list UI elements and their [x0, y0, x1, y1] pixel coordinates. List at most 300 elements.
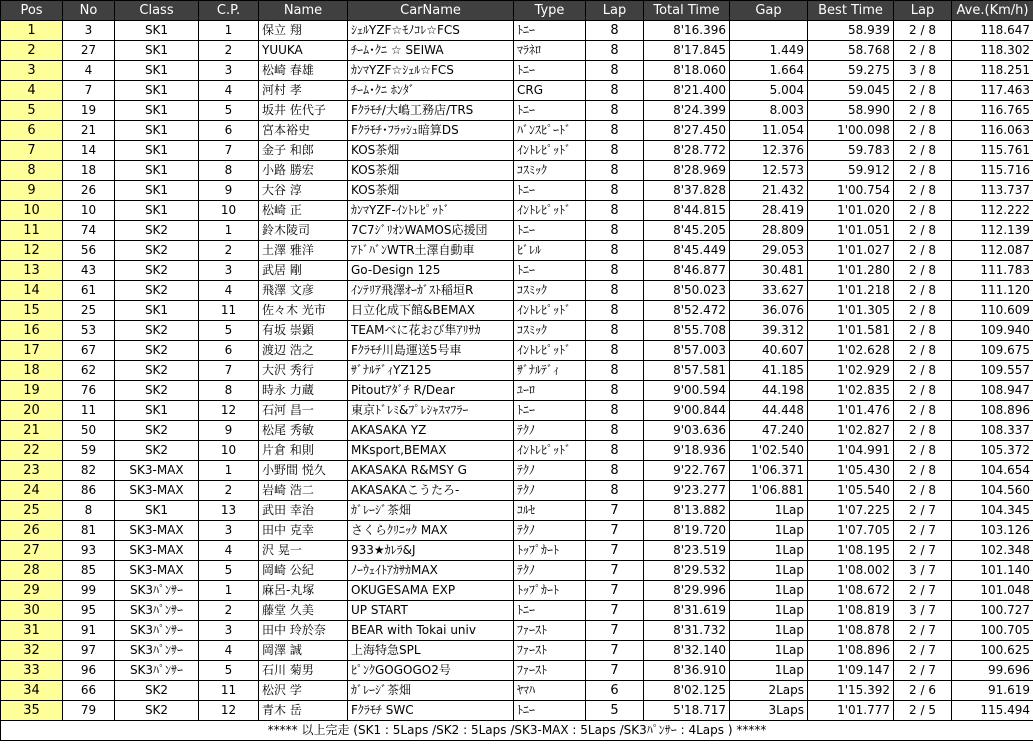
cell-gap: 41.185: [730, 361, 808, 381]
cell-gap: 3Laps: [730, 701, 808, 721]
cell-carname: 上海特急SPL: [348, 641, 514, 661]
cell-cp: 7: [199, 361, 259, 381]
cell-ave-speed: 104.345: [952, 501, 1033, 521]
cell-cp: 3: [199, 261, 259, 281]
cell-carname: さくらｸﾘﾆｯｸ MAX: [348, 521, 514, 541]
table-row[interactable]: [1, 101, 1033, 121]
cell-ave-speed: 99.696: [952, 661, 1033, 681]
table-row[interactable]: [1, 421, 1033, 441]
cell-cp: 9: [199, 421, 259, 441]
cell-cp: 3: [199, 61, 259, 81]
cell-class: SK2: [115, 441, 199, 461]
cell-class: SK2: [115, 381, 199, 401]
cell-gap: 2Laps: [730, 681, 808, 701]
cell-best-lap: 2 / 7: [894, 541, 952, 561]
cell-no: 86: [63, 481, 115, 501]
cell-best-time: 1'07.705: [808, 521, 894, 541]
cell-no: 82: [63, 461, 115, 481]
cell-best-lap: 2 / 7: [894, 661, 952, 681]
cell-cp: 12: [199, 401, 259, 421]
cell-pos: 7: [1, 141, 63, 161]
cell-class: SK3-MAX: [115, 481, 199, 501]
cell-gap: 21.432: [730, 181, 808, 201]
cell-carname: 933★ｶﾚﾗ&J: [348, 541, 514, 561]
cell-best-time: 1'08.672: [808, 581, 894, 601]
cell-name: 時永 力蔵: [259, 381, 348, 401]
cell-type: ｲﾝﾄﾚﾋﾟｯﾄﾞ: [514, 441, 586, 461]
cell-cp: 4: [199, 81, 259, 101]
cell-type: ﾋﾞﾚﾙ: [514, 241, 586, 261]
cell-type: ﾄﾆｰ: [514, 401, 586, 421]
cell-no: 56: [63, 241, 115, 261]
table-row[interactable]: [1, 321, 1033, 341]
table-row[interactable]: [1, 241, 1033, 261]
cell-best-lap: 3 / 7: [894, 601, 952, 621]
cell-ave-speed: 103.126: [952, 521, 1033, 541]
cell-carname: MKsport,BEMAX: [348, 441, 514, 461]
cell-lap: 8: [586, 61, 644, 81]
cell-cp: 8: [199, 381, 259, 401]
cell-lap: 8: [586, 161, 644, 181]
cell-name: 小路 勝宏: [259, 161, 348, 181]
cell-carname: Fｸﾗﾓﾁ川島運送5号車: [348, 341, 514, 361]
cell-carname: 東京ﾄﾞﾚﾐ&ﾌﾟﾚｼｬｽﾏﾌﾗｰ: [348, 401, 514, 421]
cell-class: SK2: [115, 681, 199, 701]
table-row[interactable]: [1, 161, 1033, 181]
cell-best-lap: 3 / 8: [894, 61, 952, 81]
cell-cp: 5: [199, 561, 259, 581]
cell-class: SK1: [115, 161, 199, 181]
table-row[interactable]: [1, 41, 1033, 61]
col-gap[interactable]: Gap: [730, 1, 808, 21]
cell-type: ﾄﾆｰ: [514, 21, 586, 41]
cell-total-time: 8'46.877: [644, 261, 730, 281]
cell-class: SK2: [115, 221, 199, 241]
cell-cp: 13: [199, 501, 259, 521]
table-row[interactable]: [1, 81, 1033, 101]
cell-best-lap: 2 / 7: [894, 501, 952, 521]
cell-lap: 7: [586, 641, 644, 661]
cell-best-lap: 2 / 7: [894, 581, 952, 601]
cell-cp: 1: [199, 221, 259, 241]
cell-best-time: 1'02.628: [808, 341, 894, 361]
cell-total-time: 8'29.532: [644, 561, 730, 581]
cell-best-time: 1'04.991: [808, 441, 894, 461]
cell-best-lap: 2 / 8: [894, 381, 952, 401]
cell-no: 66: [63, 681, 115, 701]
cell-name: 片倉 和則: [259, 441, 348, 461]
cell-name: 坂井 佐代子: [259, 101, 348, 121]
cell-class: SK2: [115, 261, 199, 281]
cell-total-time: 8'28.772: [644, 141, 730, 161]
table-row[interactable]: [1, 201, 1033, 221]
cell-gap: 30.481: [730, 261, 808, 281]
cell-carname: AKASAKA YZ: [348, 421, 514, 441]
cell-total-time: 9'00.844: [644, 401, 730, 421]
table-row[interactable]: [1, 621, 1033, 641]
cell-lap: 8: [586, 461, 644, 481]
cell-total-time: 8'16.396: [644, 21, 730, 41]
cell-class: SK3-MAX: [115, 521, 199, 541]
cell-pos: 29: [1, 581, 63, 601]
cell-pos: 19: [1, 381, 63, 401]
cell-name: 有坂 崇顕: [259, 321, 348, 341]
cell-carname: UP START: [348, 601, 514, 621]
cell-gap: 12.573: [730, 161, 808, 181]
cell-pos: 2: [1, 41, 63, 61]
cell-cp: 6: [199, 341, 259, 361]
cell-carname: AKASAKAこうたろ-: [348, 481, 514, 501]
cell-pos: 8: [1, 161, 63, 181]
col-best-lap[interactable]: Lap: [894, 1, 952, 21]
cell-ave-speed: 104.560: [952, 481, 1033, 501]
cell-no: 74: [63, 221, 115, 241]
table-row[interactable]: [1, 461, 1033, 481]
cell-cp: 9: [199, 181, 259, 201]
cell-type: ﾃｸﾉ: [514, 481, 586, 501]
cell-total-time: 8'52.472: [644, 301, 730, 321]
cell-pos: 33: [1, 661, 63, 681]
cell-class: SK3ﾊﾟﾝｻｰ: [115, 601, 199, 621]
table-row[interactable]: [1, 61, 1033, 81]
cell-best-time: 1'01.218: [808, 281, 894, 301]
table-row[interactable]: [1, 521, 1033, 541]
cell-gap: [730, 21, 808, 41]
cell-name: 河村 孝: [259, 81, 348, 101]
cell-best-time: 1'15.392: [808, 681, 894, 701]
cell-type: ｲﾝﾄﾚﾋﾟｯﾄﾞ: [514, 201, 586, 221]
cell-best-time: 59.912: [808, 161, 894, 181]
cell-class: SK2: [115, 321, 199, 341]
cell-cp: 10: [199, 201, 259, 221]
cell-carname: ｶﾞﾚｰｼﾞ茶畑: [348, 501, 514, 521]
cell-type: ｲﾝﾄﾚﾋﾟｯﾄﾞ: [514, 141, 586, 161]
cell-ave-speed: 105.372: [952, 441, 1033, 461]
cell-best-lap: 2 / 8: [894, 461, 952, 481]
cell-pos: 3: [1, 61, 63, 81]
cell-total-time: 8'27.450: [644, 121, 730, 141]
cell-ave-speed: 118.647: [952, 21, 1033, 41]
cell-cp: 2: [199, 241, 259, 261]
cell-ave-speed: 100.705: [952, 621, 1033, 641]
cell-name: 大谷 淳: [259, 181, 348, 201]
cell-ave-speed: 118.302: [952, 41, 1033, 61]
cell-no: 21: [63, 121, 115, 141]
cell-total-time: 8'21.400: [644, 81, 730, 101]
cell-lap: 8: [586, 281, 644, 301]
cell-best-time: 1'02.827: [808, 421, 894, 441]
cell-best-lap: 2 / 8: [894, 301, 952, 321]
cell-pos: 26: [1, 521, 63, 541]
table-row[interactable]: [1, 701, 1033, 721]
cell-type: ﾊﾞﾝｽﾋﾟｰﾄﾞ: [514, 121, 586, 141]
cell-best-lap: 2 / 8: [894, 481, 952, 501]
cell-class: SK1: [115, 401, 199, 421]
cell-total-time: 8'28.969: [644, 161, 730, 181]
cell-lap: 8: [586, 241, 644, 261]
cell-no: 4: [63, 61, 115, 81]
cell-ave-speed: 109.675: [952, 341, 1033, 361]
col-type[interactable]: Type: [514, 1, 586, 21]
table-row[interactable]: [1, 181, 1033, 201]
cell-ave-speed: 115.716: [952, 161, 1033, 181]
cell-best-time: 1'01.020: [808, 201, 894, 221]
cell-pos: 12: [1, 241, 63, 261]
table-row[interactable]: [1, 441, 1033, 461]
cell-name: 武居 剛: [259, 261, 348, 281]
cell-total-time: 8'18.060: [644, 61, 730, 81]
cell-class: SK1: [115, 201, 199, 221]
cell-class: SK2: [115, 361, 199, 381]
cell-lap: 7: [586, 561, 644, 581]
cell-ave-speed: 104.654: [952, 461, 1033, 481]
table-row[interactable]: [1, 561, 1033, 581]
table-row[interactable]: [1, 501, 1033, 521]
cell-best-lap: 2 / 8: [894, 101, 952, 121]
cell-best-lap: 2 / 8: [894, 341, 952, 361]
cell-ave-speed: 116.765: [952, 101, 1033, 121]
cell-name: 松崎 春雄: [259, 61, 348, 81]
cell-type: ﾃｸﾉ: [514, 461, 586, 481]
cell-name: YUUKA: [259, 41, 348, 61]
cell-carname: ﾁｰﾑ･ｸﾆ ﾎﾝﾀﾞ: [348, 81, 514, 101]
cell-type: ｺﾙｾ: [514, 501, 586, 521]
cell-type: ﾄﾆｰ: [514, 701, 586, 721]
cell-total-time: 8'45.205: [644, 221, 730, 241]
col-name[interactable]: Name: [259, 1, 348, 21]
cell-class: SK2: [115, 341, 199, 361]
cell-ave-speed: 100.727: [952, 601, 1033, 621]
cell-carname: KOS茶畑: [348, 141, 514, 161]
cell-best-time: 1'01.051: [808, 221, 894, 241]
cell-type: ｻﾞﾅﾙﾃﾞｨ: [514, 361, 586, 381]
cell-lap: 7: [586, 521, 644, 541]
cell-cp: 4: [199, 641, 259, 661]
cell-total-time: 8'23.519: [644, 541, 730, 561]
cell-class: SK3ﾊﾟﾝｻｰ: [115, 641, 199, 661]
cell-ave-speed: 108.947: [952, 381, 1033, 401]
cell-ave-speed: 100.625: [952, 641, 1033, 661]
cell-total-time: 8'36.910: [644, 661, 730, 681]
col-carname[interactable]: CarName: [348, 1, 514, 21]
cell-name: 大沢 秀行: [259, 361, 348, 381]
cell-ave-speed: 110.609: [952, 301, 1033, 321]
cell-ave-speed: 111.783: [952, 261, 1033, 281]
cell-best-time: 58.990: [808, 101, 894, 121]
cell-no: 7: [63, 81, 115, 101]
col-total-time[interactable]: Total Time: [644, 1, 730, 21]
cell-cp: 11: [199, 301, 259, 321]
cell-carname: TEAMべに花おび隼ｱﾘｻｶ: [348, 321, 514, 341]
cell-best-lap: 2 / 8: [894, 281, 952, 301]
cell-ave-speed: 101.140: [952, 561, 1033, 581]
cell-best-lap: 2 / 8: [894, 21, 952, 41]
cell-ave-speed: 116.063: [952, 121, 1033, 141]
cell-best-time: 58.768: [808, 41, 894, 61]
col-class[interactable]: Class: [115, 1, 199, 21]
cell-lap: 8: [586, 421, 644, 441]
cell-best-time: 59.783: [808, 141, 894, 161]
col-ave-speed[interactable]: Ave.(Km/h): [952, 1, 1033, 21]
cell-pos: 10: [1, 201, 63, 221]
cell-pos: 24: [1, 481, 63, 501]
col-pos[interactable]: Pos: [1, 1, 63, 21]
cell-name: 沢 晃一: [259, 541, 348, 561]
cell-lap: 8: [586, 361, 644, 381]
cell-name: 松尾 秀敏: [259, 421, 348, 441]
cell-no: 50: [63, 421, 115, 441]
cell-pos: 31: [1, 621, 63, 641]
cell-cp: 1: [199, 21, 259, 41]
table-row[interactable]: [1, 261, 1033, 281]
cell-total-time: 8'32.140: [644, 641, 730, 661]
header-row: [1, 1, 1033, 21]
table-row[interactable]: [1, 341, 1033, 361]
cell-carname: Fｸﾗﾓﾁ SWC: [348, 701, 514, 721]
table-row[interactable]: [1, 221, 1033, 241]
cell-name: 土澤 雅洋: [259, 241, 348, 261]
cell-carname: Fｸﾗﾓﾁ/大嶋工務店/TRS: [348, 101, 514, 121]
cell-name: 岩崎 浩二: [259, 481, 348, 501]
cell-type: ﾄｯﾌﾟｶｰﾄ: [514, 541, 586, 561]
cell-type: CRG: [514, 81, 586, 101]
table-row[interactable]: [1, 281, 1033, 301]
cell-best-lap: 2 / 8: [894, 321, 952, 341]
cell-name: 金子 和郎: [259, 141, 348, 161]
cell-gap: 36.076: [730, 301, 808, 321]
col-best-time[interactable]: Best Time: [808, 1, 894, 21]
cell-pos: 35: [1, 701, 63, 721]
cell-type: ﾄﾆｰ: [514, 61, 586, 81]
table-row[interactable]: [1, 541, 1033, 561]
cell-total-time: 9'23.277: [644, 481, 730, 501]
cell-no: 95: [63, 601, 115, 621]
cell-lap: 8: [586, 141, 644, 161]
cell-pos: 11: [1, 221, 63, 241]
table-row[interactable]: [1, 361, 1033, 381]
cell-cp: 10: [199, 441, 259, 461]
table-row[interactable]: [1, 681, 1033, 701]
col-cp[interactable]: C.P.: [199, 1, 259, 21]
cell-type: ﾃｸﾉ: [514, 561, 586, 581]
table-row[interactable]: [1, 641, 1033, 661]
cell-class: SK2: [115, 241, 199, 261]
cell-class: SK3ﾊﾟﾝｻｰ: [115, 621, 199, 641]
col-lap[interactable]: Lap: [586, 1, 644, 21]
cell-ave-speed: 91.619: [952, 681, 1033, 701]
cell-no: 8: [63, 501, 115, 521]
cell-best-lap: 2 / 8: [894, 221, 952, 241]
col-no[interactable]: No: [63, 1, 115, 21]
cell-type: ｺｽﾐｯｸ: [514, 161, 586, 181]
table-row[interactable]: [1, 401, 1033, 421]
cell-no: 91: [63, 621, 115, 641]
cell-cp: 3: [199, 621, 259, 641]
cell-lap: 8: [586, 81, 644, 101]
cell-gap: 39.312: [730, 321, 808, 341]
cell-total-time: 9'18.936: [644, 441, 730, 461]
table-row[interactable]: [1, 141, 1033, 161]
cell-lap: 8: [586, 341, 644, 361]
cell-type: ﾄﾆｰ: [514, 601, 586, 621]
cell-total-time: 8'45.449: [644, 241, 730, 261]
cell-name: 石川 菊男: [259, 661, 348, 681]
cell-gap: 5.004: [730, 81, 808, 101]
cell-carname: Fｸﾗﾓﾁ･ﾌﾗｯｼｭ暗算DS: [348, 121, 514, 141]
cell-total-time: 8'02.125: [644, 681, 730, 701]
cell-lap: 8: [586, 21, 644, 41]
cell-gap: 1Lap: [730, 641, 808, 661]
cell-lap: 7: [586, 501, 644, 521]
cell-no: 43: [63, 261, 115, 281]
cell-lap: 8: [586, 301, 644, 321]
cell-best-time: 1'05.430: [808, 461, 894, 481]
cell-name: 松崎 正: [259, 201, 348, 221]
table-row[interactable]: [1, 661, 1033, 681]
cell-pos: 9: [1, 181, 63, 201]
cell-type: ﾌｧｰｽﾄ: [514, 621, 586, 641]
table-row[interactable]: [1, 481, 1033, 501]
cell-no: 25: [63, 301, 115, 321]
cell-best-time: 1'01.581: [808, 321, 894, 341]
cell-name: 鈴木陵司: [259, 221, 348, 241]
cell-class: SK2: [115, 421, 199, 441]
cell-cp: 4: [199, 281, 259, 301]
table-row[interactable]: [1, 581, 1033, 601]
cell-best-time: 59.275: [808, 61, 894, 81]
cell-best-time: 1'02.835: [808, 381, 894, 401]
cell-class: SK3ﾊﾟﾝｻｰ: [115, 581, 199, 601]
table-row[interactable]: [1, 381, 1033, 401]
cell-best-lap: 2 / 7: [894, 621, 952, 641]
cell-total-time: 8'17.845: [644, 41, 730, 61]
cell-no: 3: [63, 21, 115, 41]
cell-gap: 29.053: [730, 241, 808, 261]
cell-best-time: 1'01.027: [808, 241, 894, 261]
cell-class: SK3-MAX: [115, 461, 199, 481]
cell-pos: 14: [1, 281, 63, 301]
cell-total-time: 8'57.003: [644, 341, 730, 361]
table-row[interactable]: [1, 21, 1033, 41]
cell-ave-speed: 112.087: [952, 241, 1033, 261]
cell-no: 27: [63, 41, 115, 61]
cell-carname: KOS茶畑: [348, 161, 514, 181]
cell-gap: 40.607: [730, 341, 808, 361]
cell-no: 14: [63, 141, 115, 161]
table-row[interactable]: [1, 121, 1033, 141]
cell-best-time: 1'09.147: [808, 661, 894, 681]
cell-name: 青木 岳: [259, 701, 348, 721]
cell-class: SK3-MAX: [115, 541, 199, 561]
cell-pos: 25: [1, 501, 63, 521]
cell-best-time: 1'05.540: [808, 481, 894, 501]
table-row[interactable]: [1, 301, 1033, 321]
cell-name: 保立 翔: [259, 21, 348, 41]
cell-lap: 8: [586, 121, 644, 141]
cell-cp: 3: [199, 521, 259, 541]
cell-no: 10: [63, 201, 115, 221]
cell-best-time: 1'01.305: [808, 301, 894, 321]
cell-pos: 15: [1, 301, 63, 321]
cell-pos: 32: [1, 641, 63, 661]
cell-best-time: 1'01.280: [808, 261, 894, 281]
cell-lap: 8: [586, 381, 644, 401]
cell-total-time: 8'37.828: [644, 181, 730, 201]
table-row[interactable]: [1, 601, 1033, 621]
cell-ave-speed: 118.251: [952, 61, 1033, 81]
cell-carname: ﾋﾟﾝｸGOGOGO2号: [348, 661, 514, 681]
cell-lap: 6: [586, 681, 644, 701]
